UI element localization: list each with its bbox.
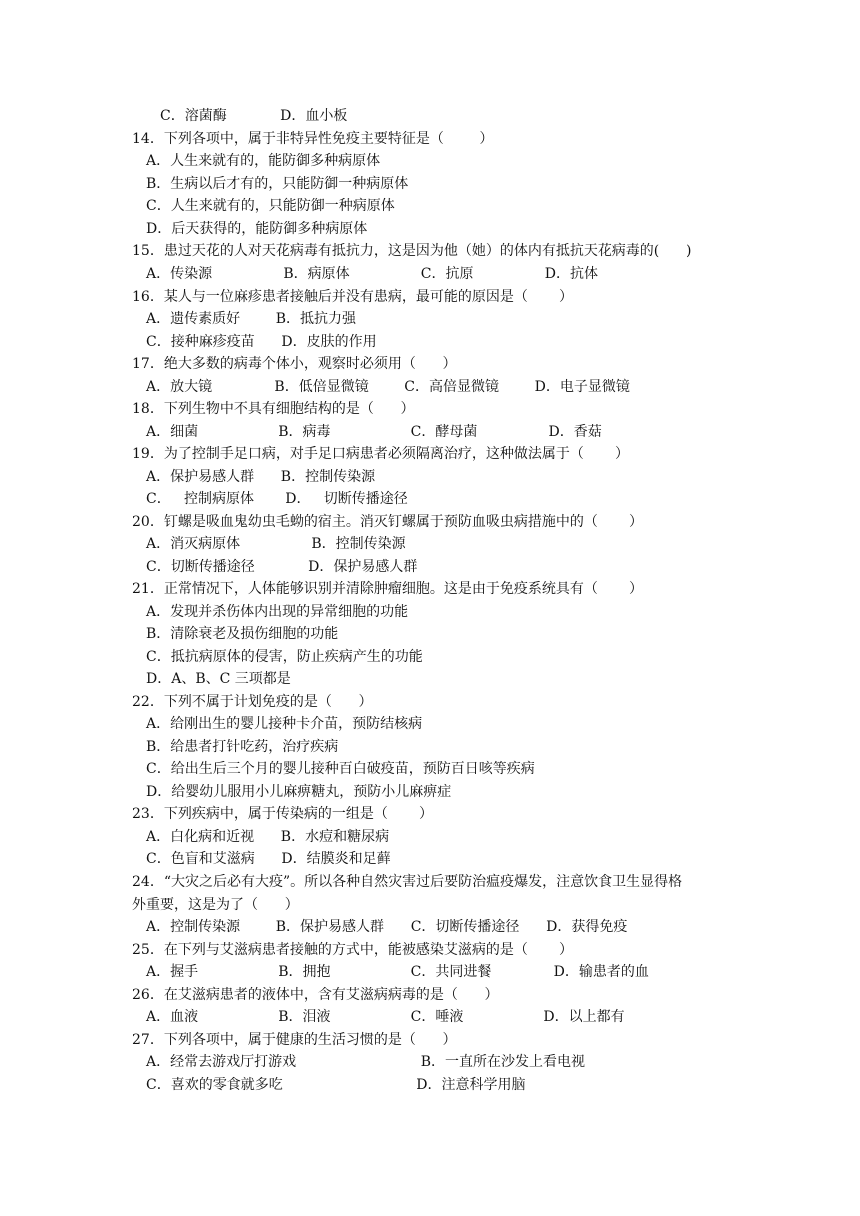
q25-options: A．握手 B．拥抱 C．共同进餐 D．输患者的血 — [146, 964, 649, 980]
question-15: 15．患过天花的人对天花病毒有抵抗力，这是因为他（她）的体内有抵抗天花病毒的( ) — [132, 243, 692, 259]
question-25: 25．在下列与艾滋病患者接触的方式中，能被感染艾滋病的是（ ） — [132, 942, 573, 958]
question-26: 26．在艾滋病患者的液体中，含有艾滋病病毒的是（ ） — [132, 987, 499, 1003]
q26-options: A．血液 B．泪液 C．唾液 D．以上都有 — [146, 1009, 625, 1025]
q13-options-cd: C．溶菌酶 D．血小板 — [160, 108, 348, 124]
q18-options: A．细菌 B．病毒 C．酵母菌 D．香菇 — [146, 424, 602, 440]
question-24: 24．“大灾之后必有大疫”。所以各种自然灾害过后要防治瘟疫爆发，注意饮食卫生显得格 — [132, 874, 683, 890]
q16-options-cd: C．接种麻疹疫苗 D．皮肤的作用 — [146, 334, 377, 350]
question-21: 21．正常情况下，人体能够识别并清除肿瘤细胞。这是由于免疫系统具有（ ） — [132, 581, 643, 597]
question-24-continued: 外重要，这是为了（ ） — [132, 897, 299, 913]
question-19: 19．为了控制手足口病，对手足口病患者必须隔离治疗，这种做法属于（ ） — [132, 446, 629, 462]
q23-options-ab: A．白化病和近视 B．水痘和糖尿病 — [146, 829, 390, 845]
q14-option-c: C．人生来就有的，只能防御一种病原体 — [146, 198, 395, 214]
q27-options-ab: A．经常去游戏厅打游戏 B．一直所在沙发上看电视 — [146, 1054, 586, 1070]
q14-option-b: B．生病以后才有的，只能防御一种病原体 — [146, 176, 409, 192]
q27-options-cd: C．喜欢的零食就多吃 D．注意科学用脑 — [146, 1077, 526, 1093]
question-20: 20．钉螺是吸血鬼幼虫毛蚴的宿主。消灭钉螺属于预防血吸虫病措施中的（ ） — [132, 514, 643, 530]
q14-option-a: A．人生来就有的，能防御多种病原体 — [146, 153, 381, 169]
q21-option-d: D．A、B、C 三项都是 — [146, 671, 291, 687]
question-22: 22．下列不属于计划免疫的是（ ） — [132, 694, 373, 710]
q22-option-c: C．给出生后三个月的婴儿接种百白破疫苗，预防百日咳等疾病 — [146, 761, 535, 777]
question-14: 14．下列各项中，属于非特异性免疫主要特征是（ ） — [132, 131, 494, 147]
q20-options-ab: A．消灭病原体 B．控制传染源 — [146, 536, 406, 552]
question-23: 23．下列疾病中，属于传染病的一组是（ ） — [132, 806, 433, 822]
q20-options-cd: C．切断传播途径 D．保护易感人群 — [146, 559, 418, 575]
q17-options: A．放大镜 B．低倍显微镜 C．高倍显微镜 D．电子显微镜 — [146, 379, 630, 395]
question-27: 27．下列各项中，属于健康的生活习惯的是（ ） — [132, 1032, 457, 1048]
q15-options: A．传染源 B．病原体 C．抗原 D．抗体 — [146, 266, 598, 282]
q22-option-d: D．给婴幼儿服用小儿麻痹糖丸，预防小儿麻痹症 — [146, 784, 452, 800]
q22-option-b: B．给患者打针吃药，治疗疾病 — [146, 739, 339, 755]
q21-option-b: B．清除衰老及损伤细胞的功能 — [146, 626, 339, 642]
q14-option-d: D．后天获得的，能防御多种病原体 — [146, 221, 368, 237]
question-18: 18．下列生物中不具有细胞结构的是（ ） — [132, 401, 415, 417]
question-17: 17．绝大多数的病毒个体小，观察时必须用（ ） — [132, 356, 457, 372]
q21-option-c: C．抵抗病原体的侵害，防止疾病产生的功能 — [146, 649, 423, 665]
q21-option-a: A．发现并杀伤体内出现的异常细胞的功能 — [146, 604, 409, 620]
q19-options-ab: A．保护易感人群 B．控制传染源 — [146, 469, 376, 485]
q24-options: A．控制传染源 B．保护易感人群 C．切断传播途径 D．获得免疫 — [146, 919, 628, 935]
question-16: 16．某人与一位麻疹患者接触后并没有患病，最可能的原因是（ ） — [132, 289, 573, 305]
q23-options-cd: C．色盲和艾滋病 D．结膜炎和足藓 — [146, 851, 391, 867]
q16-options-ab: A．遗传素质好 B．抵抗力强 — [146, 311, 356, 327]
q19-options-cd: C． 控制病原体 D． 切断传播途径 — [146, 491, 408, 507]
q22-option-a: A．给刚出生的婴儿接种卡介苗，预防结核病 — [146, 716, 423, 732]
